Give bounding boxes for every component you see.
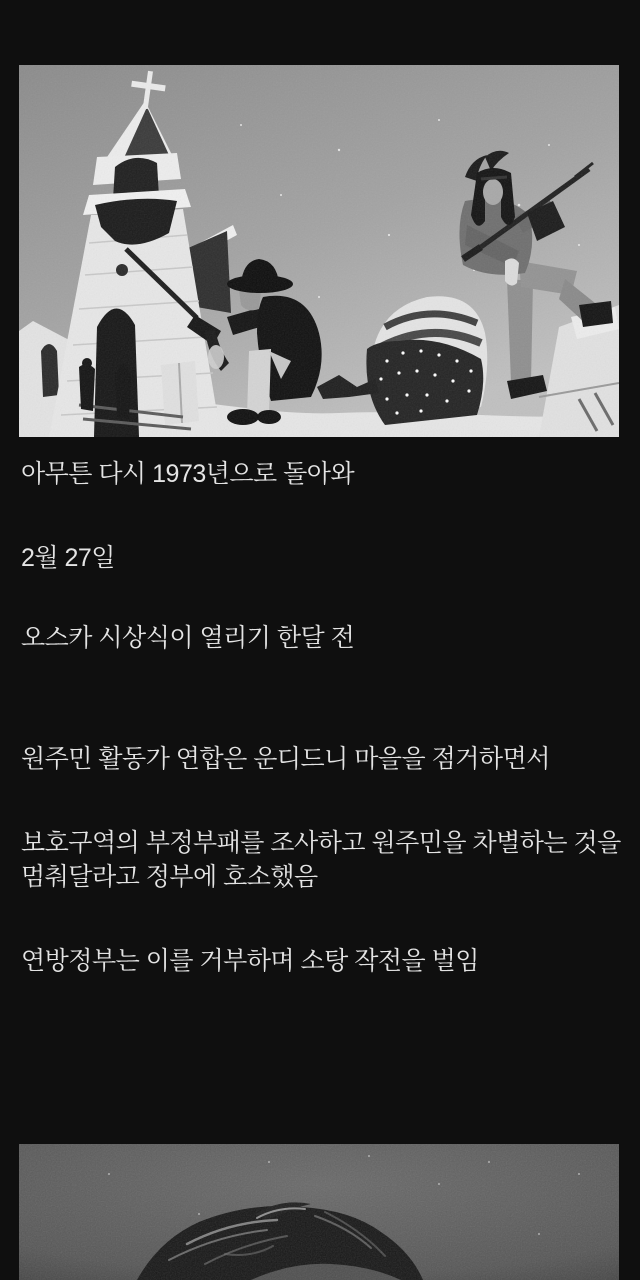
paragraph-1: 아무튼 다시 1973년으로 돌아와	[21, 460, 355, 488]
paragraph-5: 보호구역의 부정부패를 조사하고 원주민을 차별하는 것을 멈춰달라고 정부에 호소했음	[21, 829, 621, 891]
paragraph-3: 오스카 시상식이 열리기 한달 전	[21, 624, 355, 652]
photo-wounded-knee-1973[interactable]	[19, 65, 619, 437]
paragraph-2: 2월 27일	[21, 544, 115, 572]
paragraph-6: 연방정부는 이를 거부하며 소탕 작전을 벌임	[21, 947, 479, 975]
photo-portrait-cropped[interactable]	[19, 1144, 619, 1280]
photo-portrait-illustration	[19, 1144, 619, 1280]
film-grain-overlay	[19, 65, 619, 437]
paragraph-4: 원주민 활동가 연합은 운디드니 마을을 점거하면서	[21, 745, 550, 773]
film-grain-overlay	[19, 1144, 619, 1280]
photo-wounded-knee-illustration	[19, 65, 619, 437]
